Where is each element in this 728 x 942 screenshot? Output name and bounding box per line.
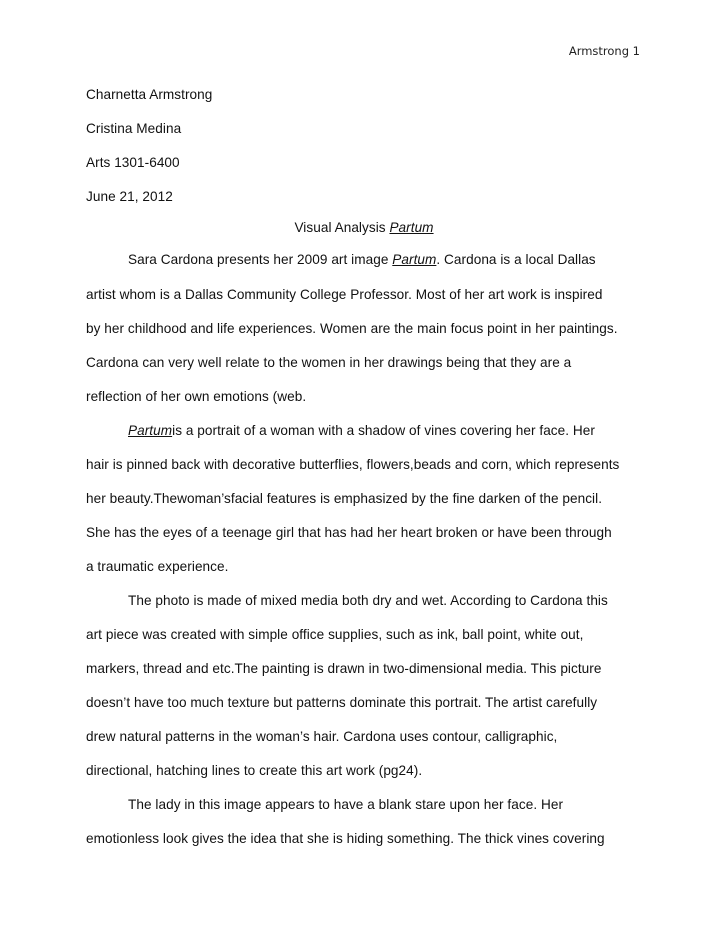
paragraph-line: artist whom is a Dallas Community College Professor. Most of her art work is inspired	[86, 287, 603, 302]
text-run: . Cardona is a local Dallas	[436, 252, 596, 267]
work-title-italic: Partum	[128, 423, 173, 438]
page-title	[0, 220, 728, 235]
paragraph-line: hair is pinned back with decorative butterflies, flowers,beads and corn, which represents	[86, 457, 620, 472]
course-number: Arts 1301-6400	[86, 155, 180, 170]
paragraph-line: reflection of her own emotions (web.	[86, 389, 307, 404]
paragraph-line: The photo is made of mixed media both dry and wet. According to Cardona this	[128, 593, 608, 608]
author-name: Charnetta Armstrong	[86, 87, 213, 102]
work-title-italic: Partum	[392, 252, 437, 267]
paragraph-line: art piece was created with simple office supplies, such as ink, ball point, white out,	[86, 627, 584, 642]
paragraph-line: by her childhood and life experiences. Women are the main focus point in her paintings.	[86, 321, 618, 336]
title-work: Partum	[389, 220, 434, 235]
paragraph-line: emotionless look gives the idea that she is hiding something. The thick vines covering	[86, 831, 605, 846]
paragraph-line: directional, hatching lines to create this art work (pg24).	[86, 763, 423, 778]
text-run: is a portrait of a woman with a shadow of vines covering her face. Her	[172, 423, 595, 438]
paragraph-line: drew natural patterns in the woman’s hair. Cardona uses contour, calligraphic,	[86, 729, 558, 744]
paragraph-line: a traumatic experience.	[86, 559, 229, 574]
paragraph-line: The lady in this image appears to have a blank stare upon her face. Her	[128, 797, 564, 812]
paragraph-line: Cardona can very well relate to the women in her drawings being that they are a	[86, 355, 572, 370]
paragraph-line: doesn’t have too much texture but patterns dominate this portrait. The artist carefully	[86, 695, 598, 710]
paragraph-line: She has the eyes of a teenage girl that has had her heart broken or have been through	[86, 525, 612, 540]
paragraph-line	[128, 252, 596, 267]
date: June 21, 2012	[86, 189, 173, 204]
instructor-name: Cristina Medina	[86, 121, 182, 136]
paragraph-line: her beauty.Thewoman’sfacial features is emphasized by the fine darken of the pencil.	[86, 491, 603, 506]
title-prefix: Visual Analysis	[294, 220, 390, 235]
text-run: Sara Cardona presents her 2009 art image	[128, 252, 393, 267]
paragraph-line	[128, 423, 595, 438]
paragraph-line: markers, thread and etc.The painting is drawn in two-dimensional media. This picture	[86, 661, 602, 676]
running-head: Armstrong 1	[568, 44, 640, 58]
